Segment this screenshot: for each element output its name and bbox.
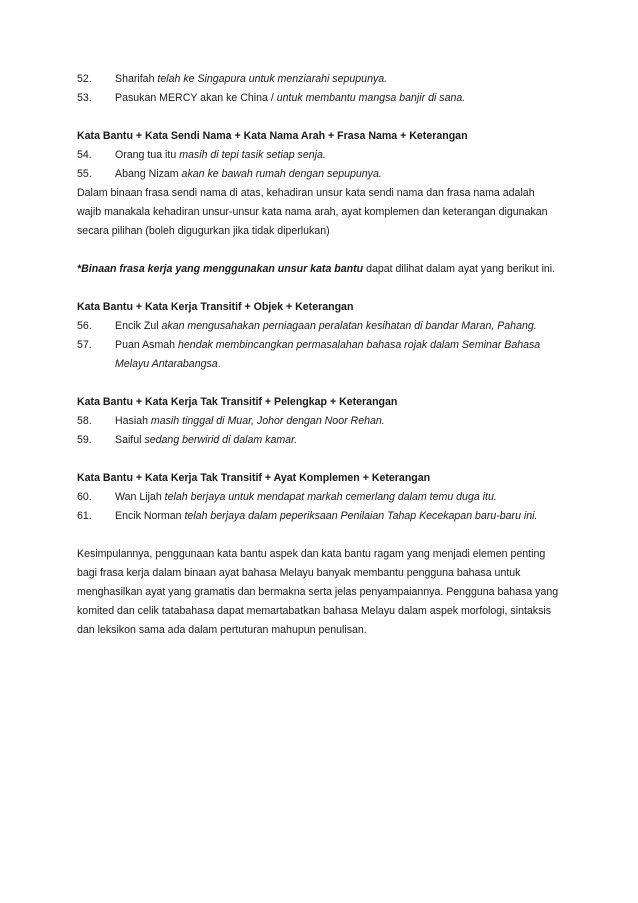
paragraph-line: Kesimpulannya, penggunaan kata bantu aspek dan kata bantu ragam yang menjadi elemen penting <box>77 548 546 560</box>
sentence-number: 54. <box>77 149 92 161</box>
sentence-subject: Saiful <box>115 434 145 446</box>
sentence-subject: Abang Nizam <box>115 168 182 180</box>
sentence-subject: Encik Zul <box>115 320 162 332</box>
sentence-predicate: telah ke Singapura untuk menziarahi sepupunya. <box>157 73 388 85</box>
sentence-predicate: hendak membincangkan permasalahan bahasa rojak dalam Seminar Bahasa <box>178 339 541 351</box>
sentence-predicate: telah berjaya dalam peperiksaan Penilaian Tahap Kecekapan baru-baru ini. <box>184 510 538 522</box>
spacer <box>77 374 561 393</box>
example-sentence-56 <box>77 317 561 336</box>
note-emphasis: *Binaan frasa kerja yang menggunakan unsur kata bantu <box>77 263 364 275</box>
sentence-predicate-continued: Melayu Antarabangsa <box>115 358 218 370</box>
sentence-predicate: masih di tepi tasik setiap senja. <box>179 149 326 161</box>
example-sentence-59 <box>77 431 561 450</box>
sentence-subject: Sharifah <box>115 73 158 85</box>
example-sentence-55 <box>77 165 561 184</box>
example-sentence-57 <box>77 336 561 355</box>
sentence-number: 53. <box>77 92 92 104</box>
paragraph-line: bagi frasa kerja dalam binaan ayat bahasa Melayu banyak membantu pengguna bahasa untuk <box>77 567 521 579</box>
note-line <box>77 260 561 279</box>
example-sentence-60 <box>77 488 561 507</box>
spacer <box>77 241 561 260</box>
sentence-number: 57. <box>77 339 92 351</box>
note-text: dapat dilihat dalam ayat yang berikut ini. <box>363 263 556 275</box>
sentence-predicate: telah berjaya untuk mendapat markah cemerlang dalam temu duga itu. <box>164 491 497 503</box>
paragraph-line: wajib manakala kehadiran unsur-unsur kata nama arah, ayat komplemen dan keterangan digunakan <box>77 206 548 218</box>
paragraph-line: Dalam binaan frasa sendi nama di atas, kehadiran unsur kata sendi nama dan frasa nama adalah <box>77 187 535 199</box>
sentence-end: . <box>217 358 221 370</box>
section-heading-tak-transitif-pelengkap: Kata Bantu + Kata Kerja Tak Transitif + Pelengkap + Keterangan <box>77 396 398 408</box>
spacer <box>77 526 561 545</box>
spacer <box>77 450 561 469</box>
paragraph-line: secara pilihan (boleh digugurkan jika tidak diperlukan) <box>77 225 330 237</box>
sentence-number: 55. <box>77 168 92 180</box>
sentence-predicate: akan ke bawah rumah dengan sepupunya. <box>181 168 382 180</box>
sentence-subject: Wan Lijah <box>115 491 165 503</box>
sentence-predicate: akan mengusahakan perniagaan peralatan kesihatan di bandar Maran, Pahang. <box>161 320 537 332</box>
explanation-paragraph <box>77 184 561 241</box>
conclusion-paragraph <box>77 545 561 640</box>
sentence-subject: Orang tua itu <box>115 149 180 161</box>
document-page <box>77 70 561 640</box>
sentence-number: 56. <box>77 320 92 332</box>
sentence-subject: Pasukan MERCY akan ke China / <box>115 92 277 104</box>
sentence-predicate: untuk membantu mangsa banjir di sana. <box>276 92 466 104</box>
example-sentence-54 <box>77 146 561 165</box>
sentence-subject: Encik Norman <box>115 510 185 522</box>
sentence-number: 61. <box>77 510 92 522</box>
sentence-predicate: sedang berwirid di dalam kamar. <box>144 434 298 446</box>
paragraph-line: menghasilkan ayat yang gramatis dan bermakna serta jelas penyampaiannya. Pengguna bahasa yang <box>77 586 559 598</box>
example-sentence-61 <box>77 507 561 526</box>
sentence-subject: Puan Asmah <box>115 339 179 351</box>
section-heading-transitif: Kata Bantu + Kata Kerja Transitif + Objek + Keterangan <box>77 301 354 313</box>
paragraph-line: komited dan celik tatabahasa dapat memartabatkan bahasa Melayu dalam aspek morfologi, sintaksis <box>77 605 552 617</box>
example-sentence-52 <box>77 70 561 89</box>
example-sentence-58 <box>77 412 561 431</box>
spacer <box>77 108 561 127</box>
sentence-predicate: masih tinggal di Muar, Johor dengan Noor Rehan. <box>150 415 385 427</box>
sentence-number: 59. <box>77 434 92 446</box>
example-sentence-57-continued <box>77 355 561 374</box>
sentence-subject: Hasiah <box>115 415 151 427</box>
section-heading-frasa-sendi: Kata Bantu + Kata Sendi Nama + Kata Nama Arah + Frasa Nama + Keterangan <box>77 130 468 142</box>
sentence-number: 60. <box>77 491 92 503</box>
paragraph-line: dan leksikon sama ada dalam pertuturan mahupun penulisan. <box>77 624 367 636</box>
spacer <box>77 279 561 298</box>
sentence-number: 52. <box>77 73 92 85</box>
section-heading-tak-transitif-komplemen: Kata Bantu + Kata Kerja Tak Transitif + Ayat Komplemen + Keterangan <box>77 472 431 484</box>
sentence-number: 58. <box>77 415 92 427</box>
example-sentence-53 <box>77 89 561 108</box>
